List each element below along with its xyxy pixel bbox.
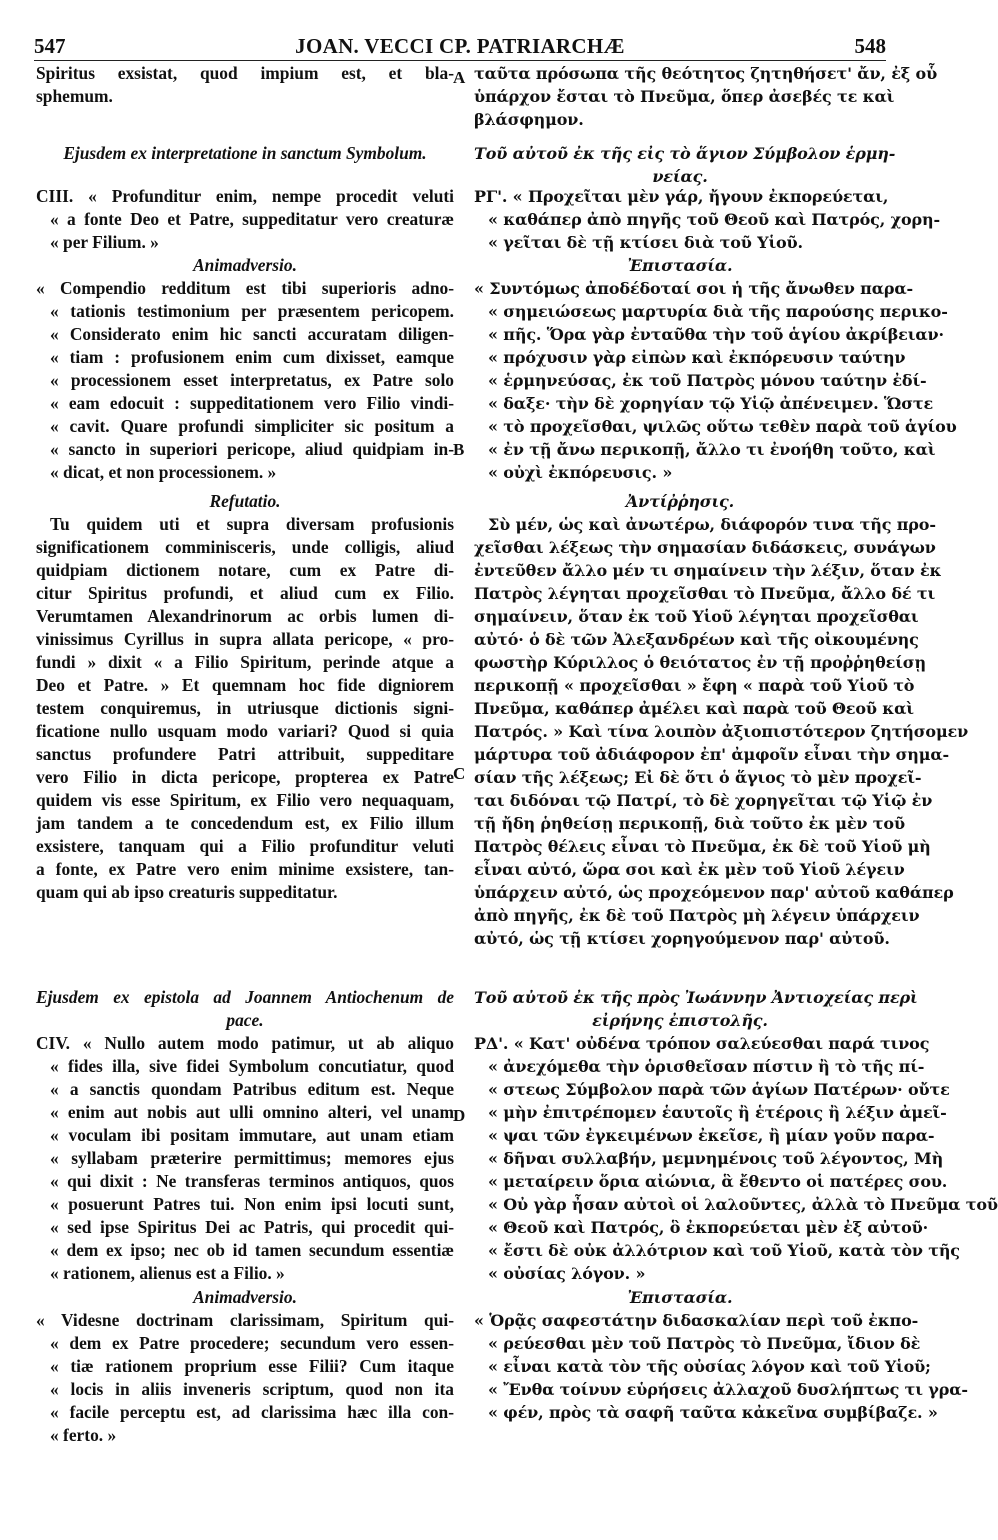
text-line: Πνεῦμα, καθάπερ ἀμέλει καὶ παρὰ τοῦ Θεοῦ καὶ [474,699,914,718]
text-line: « Ὁρᾷς σαφεστάτην διδασκαλίαν περὶ τοῦ ἐκπο- [474,1311,919,1330]
text-line: CIV. « Nullo autem modo patimur, ut ab aliquo [36,1033,454,1053]
text-line: « Videsne doctrinam clarissimam, Spiritum qui- [36,1310,454,1330]
text-line: quidem vis esse Spiritum, ex Filio vero nequaquam, [36,790,454,810]
greek-antirrhesis-heading: Ἀντίῤῥησις. [625,492,735,511]
text-line: ΡΓ'. « Προχεῖται μὲν γάρ, ἤγουν ἐκπορεύεται, [474,187,889,206]
text-line: « cavit. Quare profundi simpliciter sic positum a [50,416,454,436]
text-line: « τὸ προχεῖσθαι, ψιλῶς οὕτω τεθὲν παρὰ τοῦ ἁγίου [488,417,957,436]
text-line: χεῖσθαι λέξεως τὴν σημασίαν διδάσκεις, συνάγων [474,538,936,557]
text-line: Ejusdem ex epistola ad Joannem Antiochenum de [36,987,454,1007]
greek-citation-103 [474,185,940,254]
text-line: testem conquiremus, in utriusque dictionis signi- [36,698,454,718]
text-line: « rationem, alienus est a Filio. » [50,1263,285,1283]
text-line: quidpiam dictionem notare, cum ex Patre di- [36,560,454,580]
text-line: αὐτό· ὁ δὲ τῶν Ἀλεξανδρέων καὶ τῆς οἰκουμένης [474,630,919,649]
greek-epistasia-1 [474,277,957,484]
text-line: « tationis testimonium per præsentem pericopem. [50,301,454,321]
greek-epistasia-heading-2: Ἐπιστασία. [627,1288,733,1307]
text-line: τῇ ἤδη ῥηθείσῃ περικοπῇ, διὰ τοῦτο ἐκ μὲν τοῦ [474,814,905,833]
text-line: « γεῖται δὲ τῇ κτίσει διὰ τοῦ Υἱοῦ. [488,233,803,252]
text-line: ὑπάρχειν αὐτό, ὡς προχεόμενον παρ' αὐτοῦ καθάπερ [474,883,954,902]
text-line: « ρεύεσθαι μὲν τοῦ Πατρὸς τὸ Πνεῦμα, ἴδιον δὲ [488,1334,921,1353]
text-line: ὑπάρχον ἔσται τὸ Πνεῦμα, ὅπερ ἀσεβές τε καὶ [474,87,895,106]
text-line: ἀπὸ πηγῆς, ἐκ δὲ τοῦ Πατρὸς μὴ λέγειν ὑπάρχειν [474,906,920,925]
text-line: « facile perceptu est, ad clarissima hæc illa con- [50,1402,454,1422]
text-line: « locis in aliis inveneris scriptum, quod non ita [50,1379,454,1399]
margin-marker-d: D [453,1106,466,1125]
text-line: « a sanctis quondam Patribus editum est. Neque [50,1079,454,1099]
text-line: pace. [226,1010,264,1030]
greek-citation-104 [474,1032,998,1285]
text-line: μάρτυρα τοῦ ἀδιάφορον ἐπ' ἀμφοῖν εἶναι τὴν σημα- [474,745,949,764]
text-line: « ἐν τῇ ἄνω περικοπῇ, ἄλλο τι ἐνοήθη τοῦτο, καὶ [488,440,936,459]
text-line: significationem comminisceris, unde colligis, aliud [36,537,454,557]
greek-section-title-2 [474,986,918,1032]
text-line: « Οὐ γὰρ ἦσαν αὐτοὶ οἱ λαλοῦντες, ἀλλὰ τὸ Πνεῦμα τοῦ [488,1195,998,1214]
latin-citation-104 [36,1032,454,1285]
text-line: Πατρός. » Καὶ τίνα λοιπὸν ἀξιοπιστότερον ζητήσομεν [474,722,969,741]
text-line: quam qui ab ipso creaturis suppeditatur. [36,882,338,902]
text-line: jam tandem a te concedendum est, ex Filio illum [36,813,454,833]
text-line: « μὴν ἐπιτρέπομεν ἑαυτοῖς ἢ ἑτέροις ἢ λέξιν ἀμεῖ- [488,1103,947,1122]
text-line: « dem ex ipso; nec ob id tamen secundum essentiæ [50,1240,454,1260]
text-line: « a fonte Deo et Patre, suppeditatur vero creaturæ [50,209,454,229]
text-line: « Compendio redditum est tibi superioris adno- [36,278,454,298]
latin-section-title-1 [36,142,454,165]
text-line: « οὐσίας λόγον. » [488,1264,646,1283]
text-line: σημαίνειν, ὅταν ἐκ τοῦ Υἱοῦ λέγηται προχεῖσθαι [474,607,919,626]
latin-animadversio-heading-1: Animadversio. [193,255,297,275]
greek-epistasia-heading-1: Ἐπιστασία. [627,256,733,275]
text-line: « qui dixit : Ne transferas terminos antiquos, quos [50,1171,454,1191]
text-line: « dem ex Patre procedere; secundum vero essen- [50,1333,454,1353]
text-line: Πατρὸς λέγηται προχεῖσθαι τὸ Πνεῦμα, ἄλλο δέ τι [474,584,936,603]
text-line: « sed ipse Spiritus Dei ac Patris, qui procedit qui- [50,1217,454,1237]
text-line: « processionem esset interpretatus, ex Patre solo [50,370,454,390]
text-line: ται διδόναι τῷ Πατρί, τὸ δὲ χορηγεῖται τῷ Υἱῷ ἐν [474,791,933,810]
greek-epistasia-2 [474,1309,968,1424]
text-line: fundi » dixit « a Filio Spiritum, perinde atque a [36,652,454,672]
latin-top-paragraph [36,62,454,108]
text-line: vinissimus Cyrillus in supra allata pericope, « pro- [36,629,454,649]
text-line: « εἶναι κατὰ τὸν τῆς οὐσίας λόγον καὶ τοῦ Υἱοῦ; [488,1357,931,1376]
text-line: « ἔστι δὲ οὐκ ἀλλότριον καὶ τοῦ Υἱοῦ, κατὰ τὸν τῆς [488,1241,960,1260]
text-line: Πατρὸς θέλεις εἶναι τὸ Πνεῦμα, ἐκ δὲ τοῦ Υἱοῦ μὴ [474,837,931,856]
text-line: « οὐχὶ ἐκπόρευσις. » [488,463,673,482]
margin-marker-b: B [453,440,465,459]
text-line: « ferto. » [50,1425,117,1445]
text-line: citur Spiritus profundi, et aliud cum ex Filio. [36,583,454,603]
text-line: « πῆς. Ὅρα γὰρ ἐνταῦθα τὴν τοῦ ἁγίου ἀκρίβειαν· [488,325,944,344]
greek-section-title-1 [474,142,896,188]
text-line: « φέν, πρὸς τὰ σαφῆ ταῦτα κἀκεῖνα συμβίβαζε. » [488,1403,938,1422]
text-line: a fonte, ex Patre vero enim minime exsistere, tan- [36,859,454,879]
latin-animadversio-heading-2: Animadversio. [193,1287,297,1307]
text-line: « ἑρμηνεύσας, ἐκ τοῦ Πατρὸς μόνου ταύτην ἐδί- [488,371,927,390]
text-line: « Συντόμως ἀποδέδοταί σοι ἡ τῆς ἄνωθεν παρα- [474,279,914,298]
left-page-number: 547 [34,34,66,58]
text-line: « syllabam præterire permittimus; memores ejus [50,1148,454,1168]
text-line: « δῆναι συλλαβήν, μεμνημένοις τοῦ λέγοντος, Μὴ [488,1149,944,1168]
text-line: αὐτό, ὡς τῇ κτίσει χορηγούμενον παρ' αὐτοῦ. [474,929,890,948]
text-line: ficatione nullo usquam modo variari? Quod si quia [36,721,454,741]
latin-citation-103 [36,185,454,254]
text-line: Σὺ μέν, ὡς καὶ ἀνωτέρω, διάφορόν τινα τῆς προ- [488,515,936,534]
text-line: « Θεοῦ καὶ Πατρός, ὃ ἐκπορεύεται μὲν ἐξ αὐτοῦ· [488,1218,929,1237]
text-line: « μεταίρειν ὅρια αἰώνια, ἃ ἔθεντο οἱ πατέρες σου. [488,1172,948,1191]
text-line: σίαν τῆς λέξεως; Εἰ δὲ ὅτι ὁ ἅγιος τὸ μὲν προχεῖ- [474,768,922,787]
latin-section-title-2 [36,986,454,1032]
text-line: « καθάπερ ἀπὸ πηγῆς τοῦ Θεοῦ καὶ Πατρός, χορη- [488,210,940,229]
text-line: « fides illa, sive fidei Symbolum concutiatur, quod [50,1056,454,1076]
text-line: « σημειώσεως μαρτυρία διὰ τῆς παρούσης περικο- [488,302,948,321]
text-line: φωστὴρ Κύριλλος ὁ θειότατος ἐν τῇ προῤῥηθείσῃ [474,653,926,672]
running-header [34,34,886,61]
text-line: CIII. « Profunditur enim, nempe procedit veluti [36,186,454,206]
latin-animadversio-1 [36,277,454,484]
text-line: exsistere, tanquam qui a Filio profunditur veluti [36,836,454,856]
text-line: Τοῦ αὐτοῦ ἐκ τῆς εἰς τὸ ἅγιον Σύμβολον ἑρμη- [474,144,896,163]
text-line: εἰρήνης ἐπιστολῆς. [592,1011,768,1030]
text-line: « ψαι τῶν ἐγκειμένων ἐκεῖσε, ἢ μίαν γοῦν παρα- [488,1126,935,1145]
text-line: Ejusdem ex interpretatione in sanctum Symbolum. [63,143,427,163]
running-title: JOAN. VECCI CP. PATRIARCHÆ [295,34,625,58]
text-line: « eam edocuit : suppeditationem vero Filio vindi- [50,393,454,413]
right-page-number: 548 [854,34,886,58]
text-line: ταῦτα πρόσωπα τῆς θεότητος ζητηθήσετ' ἄν, ἐξ οὗ [474,64,938,83]
text-line: « Ἔνθα τοίνυν εὑρήσεις ἀλλαχοῦ δυσλήπτως τι γρα- [488,1380,968,1399]
text-line: Tu quidem uti et supra diversam profusionis [50,514,454,534]
latin-refutatio [36,513,454,904]
text-line: « per Filium. » [50,232,159,252]
text-line: vero Filio in dicta pericope, propterea ex Patre [36,767,454,787]
text-line: Verumtamen Alexandrinorum ac orbis lumen di- [36,606,454,626]
text-line: « ἀνεχόμεθα τὴν ὁρισθεῖσαν πίστιν ἢ τὸ τῆς πί- [488,1057,925,1076]
latin-refutatio-heading: Refutatio. [209,491,281,511]
text-line: « tiam : profusionem enim cum dixisset, eamque [50,347,454,367]
text-line: βλάσφημον. [474,110,584,129]
text-line: « στεως Σύμβολον παρὰ τῶν ἁγίων Πατέρων· οὔτε [488,1080,950,1099]
text-line: νείας. [652,167,708,186]
text-line: περικοπῇ « προχεῖσθαι » ἔφη « παρὰ τοῦ Υἱοῦ τὸ [474,676,915,695]
text-line: ΡΔ'. « Κατ' οὐδένα τρόπον σαλεύεσθαι παρά τινος [474,1034,930,1053]
text-line: sanctus profundere Patri attribuit, suppeditare [36,744,454,764]
text-line: Τοῦ αὐτοῦ ἐκ τῆς πρὸς Ἰωάννην Ἀντιοχείας περὶ [474,988,918,1007]
greek-antirrhesis [474,513,969,950]
margin-marker-a: A [453,68,466,87]
text-line: « voculam ibi positam immutare, aut unam etiam [50,1125,454,1145]
text-line: « sancto in superiori pericope, aliud quidpiam in- [50,439,454,459]
text-line: « tiæ rationem proprium esse Filii? Cum itaque [50,1356,454,1376]
greek-top-paragraph [474,62,938,131]
text-line: Deo et Patre. » Et quemnam hoc fide digniorem [36,675,454,695]
text-line: « posuerunt Patres tui. Non enim ipsi locuti sunt, [50,1194,454,1214]
text-line: sphemum. [36,86,113,106]
latin-animadversio-2 [36,1309,454,1447]
text-line: « enim aut nobis aut ulli omnino alteri, vel unam [50,1102,454,1122]
text-line: Spiritus exsistat, quod impium est, et bla- [36,63,454,83]
text-line: « dicat, et non processionem. » [50,462,277,482]
text-line: « πρόχυσιν γὰρ εἰπὼν καὶ ἐκπόρευσιν ταύτην [488,348,906,367]
margin-marker-c: C [453,764,466,783]
text-line: « Considerato enim hic sancti accuratam diligen- [50,324,454,344]
text-line: εἶναι αὐτό, ὥρα σοι καὶ ἐκ μὲν τοῦ Υἱοῦ λέγειν [474,860,905,879]
text-line: ἐντεῦθεν ἄλλο μέν τι σημαίνειν τὴν λέξιν, ὅταν ἐκ [474,561,942,580]
text-line: « δαξε· τὴν δὲ χορηγίαν τῷ Υἱῷ ἀπένειμεν. Ὥστε [488,394,934,413]
